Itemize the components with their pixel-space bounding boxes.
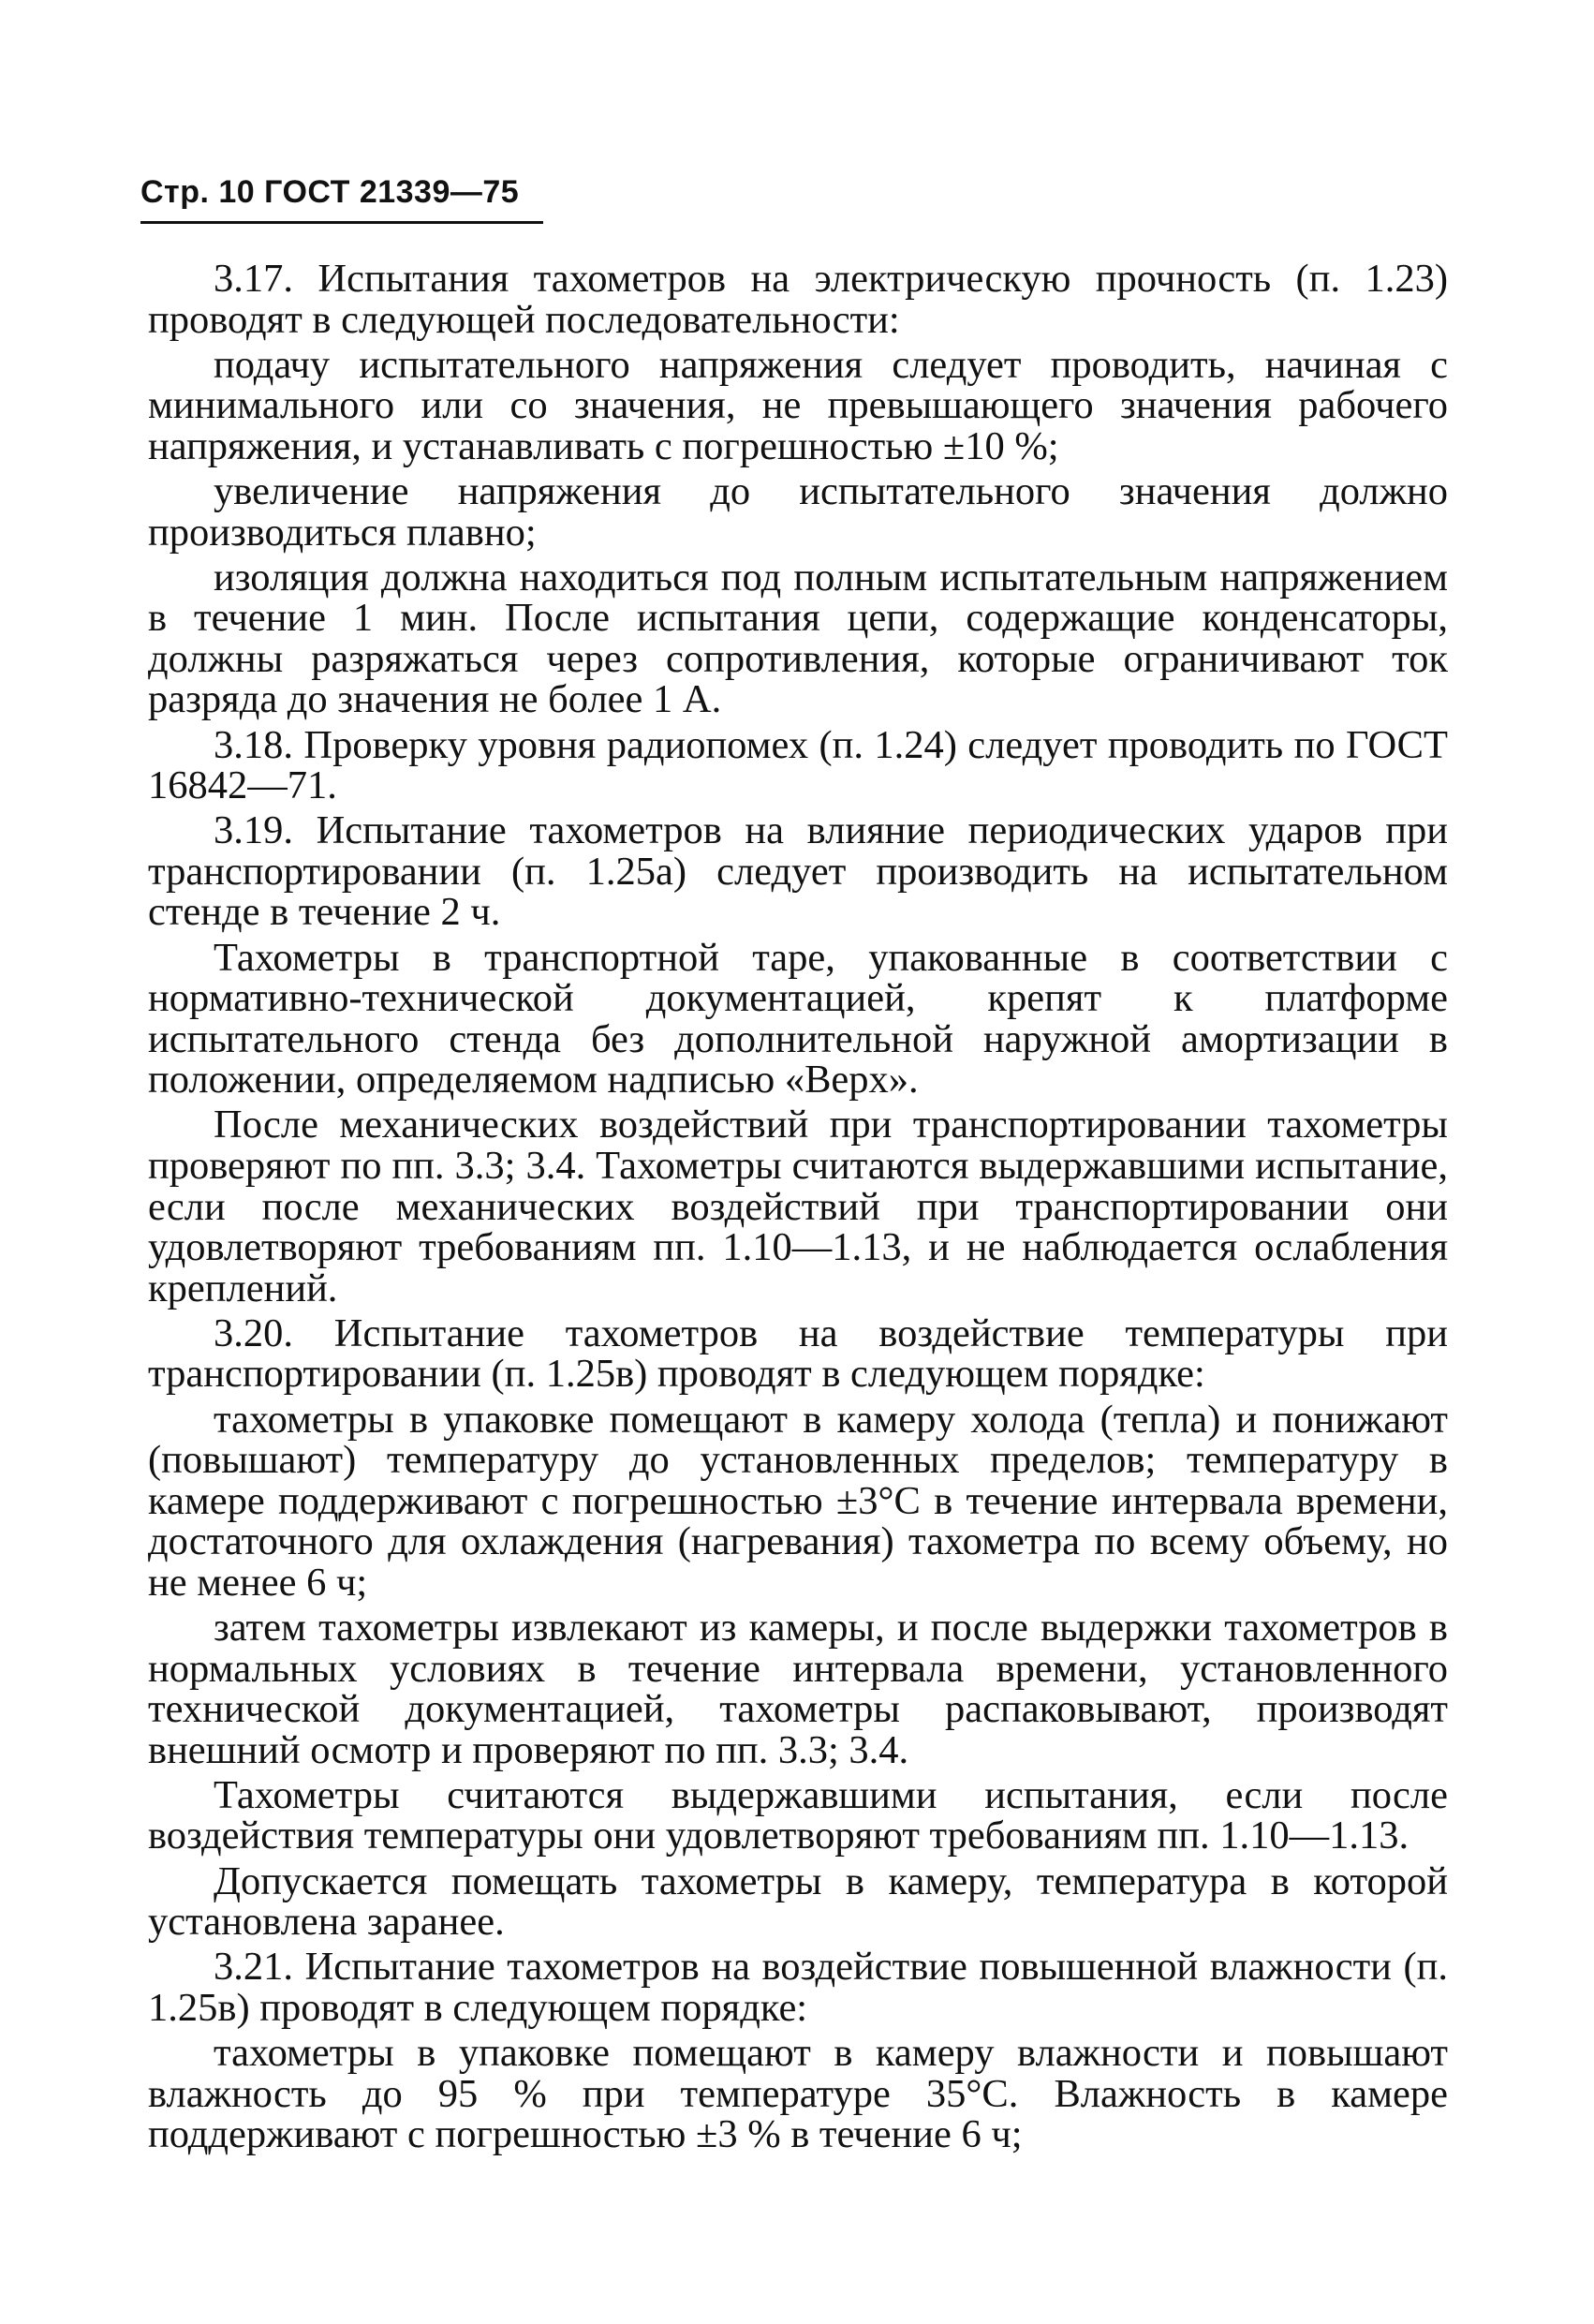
list-item: изоляция должна находиться под полным испытательным напряжением в течение 1 мин. После испытания цепи, содержащие конденсаторы, должны разряжаться через сопротивления, которые ограничивают ток разряда до значения не более 1 А. — [148, 555, 1448, 722]
list-item: тахометры в упаковке помещают в камеру холода (тепла) и понижают (повышают) температуру до установленных пределов; температуру в камере поддерживают с погрешностью ±3°С в течение интервала времени, достаточного для охлаждения (нагревания) тахометра по всему объему, но не менее 6 ч; — [148, 1397, 1448, 1605]
paragraph-3-18: 3.18. Проверку уровня радиопомех (п. 1.24) следует проводить по ГОСТ 16842—71. — [148, 722, 1448, 808]
paragraph-3-20: 3.20. Испытание тахометров на воздействие температуры при транспортировании (п. 1.25в) проводят в следующем порядке: — [148, 1310, 1448, 1397]
paragraph: Допускается помещать тахометры в камеру, температура в которой установлена заранее. — [148, 1858, 1448, 1945]
list-item: увеличение напряжения до испытательного значения должно производиться плавно; — [148, 468, 1448, 555]
header-rule — [140, 221, 543, 224]
paragraph: После механических воздействий при транспортировании тахометры проверяют по пп. 3.3; 3.4. Тахометры считаются выдержавшими испытание, если после механических воздействий при транспортировании они удовлетворяют требованиям пп. 1.10—1.13, и не наблюдается ослабления креплений. — [148, 1103, 1448, 1310]
paragraph-3-17: 3.17. Испытания тахометров на электрическую прочность (п. 1.23) проводят в следующей последовательности: — [148, 257, 1448, 342]
paragraph: Тахометры считаются выдержавшими испытания, если после воздействия температуры они удовлетворяют требованиям пп. 1.10—1.13. — [148, 1772, 1448, 1858]
paragraph: Тахометры в транспортной таре, упакованные в соответствии с нормативно-технической документацией, крепят к платформе испытательного стенда без дополнительной наружной амортизации в положении, определяемом надписью «Верх». — [148, 935, 1448, 1103]
paragraph-3-21: 3.21. Испытание тахометров на воздействие повышенной влажности (п. 1.25в) проводят в следующем порядке: — [148, 1945, 1448, 2030]
list-item: затем тахометры извлекают из камеры, и после выдержки тахометров в нормальных условиях в течение интервала времени, установленного технической документацией, тахометры распаковывают, производят внешний осмотр и проверяют по пп. 3.3; 3.4. — [148, 1606, 1448, 1772]
list-item: тахометры в упаковке помещают в камеру влажности и повышают влажность до 95 % при температуре 35°С. Влажность в камере поддерживают с погрешностью ±3 % в течение 6 ч; — [148, 2030, 1448, 2157]
page-body — [148, 259, 1448, 2159]
list-item: подачу испытательного напряжения следует проводить, начиная с минимального или со значения, не превышающего значения рабочего напряжения, и устанавливать с погрешностью ±10 %; — [148, 342, 1448, 468]
page-header: Стр. 10 ГОСТ 21339—75 — [140, 174, 520, 210]
paragraph-3-19: 3.19. Испытание тахометров на влияние периодических ударов при транспортировании (п. 1.25а) следует производить на испытательном стенде в течение 2 ч. — [148, 808, 1448, 935]
